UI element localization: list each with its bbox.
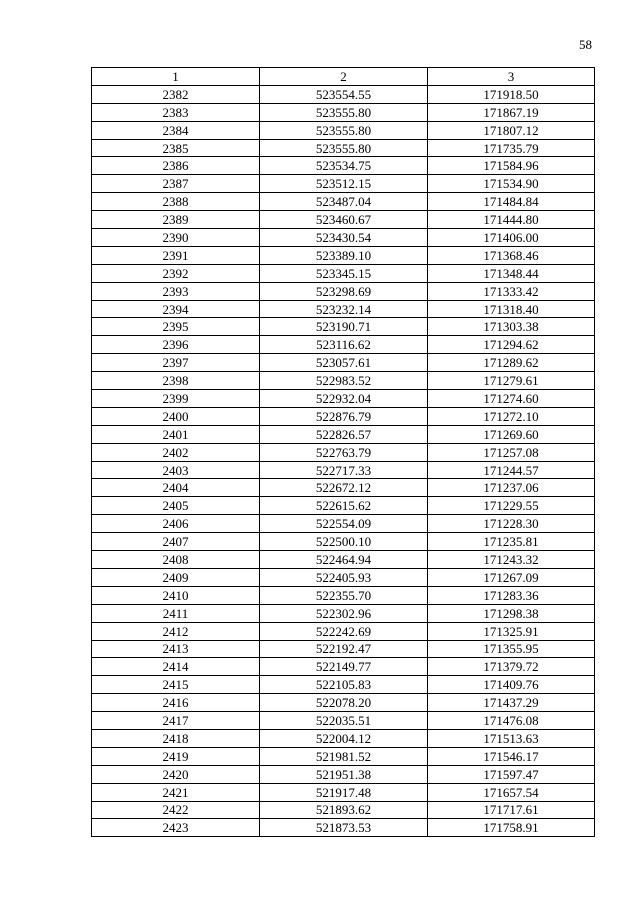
column-header: 3 bbox=[428, 68, 595, 86]
point-number-cell: 2412 bbox=[92, 622, 260, 640]
y-coordinate-cell: 171584.96 bbox=[428, 157, 595, 175]
table-header bbox=[92, 68, 595, 86]
y-coordinate-cell: 171444.80 bbox=[428, 211, 595, 229]
page-number: 58 bbox=[579, 37, 592, 52]
x-coordinate-cell: 522105.83 bbox=[260, 676, 428, 694]
y-coordinate-cell: 171279.61 bbox=[428, 372, 595, 390]
x-coordinate-cell: 522302.96 bbox=[260, 604, 428, 622]
table-row bbox=[92, 765, 595, 783]
table-row bbox=[92, 461, 595, 479]
table-row bbox=[92, 407, 595, 425]
x-coordinate-cell: 522405.93 bbox=[260, 568, 428, 586]
x-coordinate-cell: 522763.79 bbox=[260, 443, 428, 461]
x-coordinate-cell: 523555.80 bbox=[260, 139, 428, 157]
table-row bbox=[92, 801, 595, 819]
x-coordinate-cell: 522192.47 bbox=[260, 640, 428, 658]
table-row bbox=[92, 729, 595, 747]
point-number-cell: 2406 bbox=[92, 515, 260, 533]
point-number-cell: 2401 bbox=[92, 425, 260, 443]
y-coordinate-cell: 171534.90 bbox=[428, 175, 595, 193]
x-coordinate-cell: 523534.75 bbox=[260, 157, 428, 175]
y-coordinate-cell: 171597.47 bbox=[428, 765, 595, 783]
point-number-cell: 2409 bbox=[92, 568, 260, 586]
point-number-cell: 2391 bbox=[92, 246, 260, 264]
table-row bbox=[92, 586, 595, 604]
point-number-cell: 2388 bbox=[92, 193, 260, 211]
x-coordinate-cell: 523057.61 bbox=[260, 354, 428, 372]
point-number-cell: 2384 bbox=[92, 121, 260, 139]
point-number-cell: 2394 bbox=[92, 300, 260, 318]
point-number-cell: 2414 bbox=[92, 658, 260, 676]
table-row bbox=[92, 85, 595, 103]
y-coordinate-cell: 171229.55 bbox=[428, 497, 595, 515]
table-row bbox=[92, 372, 595, 390]
point-number-cell: 2413 bbox=[92, 640, 260, 658]
x-coordinate-cell: 522500.10 bbox=[260, 533, 428, 551]
x-coordinate-cell: 521873.53 bbox=[260, 819, 428, 837]
point-number-cell: 2408 bbox=[92, 551, 260, 569]
y-coordinate-cell: 171717.61 bbox=[428, 801, 595, 819]
x-coordinate-cell: 523430.54 bbox=[260, 229, 428, 247]
table-row bbox=[92, 193, 595, 211]
table-row bbox=[92, 157, 595, 175]
x-coordinate-cell: 522554.09 bbox=[260, 515, 428, 533]
table-row bbox=[92, 640, 595, 658]
table-row bbox=[92, 604, 595, 622]
x-coordinate-cell: 523232.14 bbox=[260, 300, 428, 318]
table-row bbox=[92, 747, 595, 765]
x-coordinate-cell: 523555.80 bbox=[260, 121, 428, 139]
x-coordinate-cell: 521917.48 bbox=[260, 783, 428, 801]
table-row bbox=[92, 282, 595, 300]
y-coordinate-cell: 171918.50 bbox=[428, 85, 595, 103]
y-coordinate-cell: 171476.08 bbox=[428, 712, 595, 730]
table-row bbox=[92, 819, 595, 837]
x-coordinate-cell: 522932.04 bbox=[260, 390, 428, 408]
y-coordinate-cell: 171368.46 bbox=[428, 246, 595, 264]
y-coordinate-cell: 171546.17 bbox=[428, 747, 595, 765]
x-coordinate-cell: 523555.80 bbox=[260, 103, 428, 121]
y-coordinate-cell: 171283.36 bbox=[428, 586, 595, 604]
point-number-cell: 2400 bbox=[92, 407, 260, 425]
y-coordinate-cell: 171257.08 bbox=[428, 443, 595, 461]
point-number-cell: 2420 bbox=[92, 765, 260, 783]
table-row bbox=[92, 533, 595, 551]
table-row bbox=[92, 211, 595, 229]
point-number-cell: 2397 bbox=[92, 354, 260, 372]
point-number-cell: 2407 bbox=[92, 533, 260, 551]
point-number-cell: 2395 bbox=[92, 318, 260, 336]
point-number-cell: 2418 bbox=[92, 729, 260, 747]
y-coordinate-cell: 171409.76 bbox=[428, 676, 595, 694]
point-number-cell: 2416 bbox=[92, 694, 260, 712]
table-row bbox=[92, 783, 595, 801]
table-row bbox=[92, 479, 595, 497]
y-coordinate-cell: 171758.91 bbox=[428, 819, 595, 837]
point-number-cell: 2422 bbox=[92, 801, 260, 819]
y-coordinate-cell: 171437.29 bbox=[428, 694, 595, 712]
coordinates-table bbox=[91, 67, 595, 837]
table-row bbox=[92, 515, 595, 533]
y-coordinate-cell: 171235.81 bbox=[428, 533, 595, 551]
y-coordinate-cell: 171484.84 bbox=[428, 193, 595, 211]
table-row bbox=[92, 658, 595, 676]
x-coordinate-cell: 522242.69 bbox=[260, 622, 428, 640]
point-number-cell: 2421 bbox=[92, 783, 260, 801]
y-coordinate-cell: 171244.57 bbox=[428, 461, 595, 479]
point-number-cell: 2396 bbox=[92, 336, 260, 354]
table-row bbox=[92, 139, 595, 157]
y-coordinate-cell: 171355.95 bbox=[428, 640, 595, 658]
x-coordinate-cell: 522149.77 bbox=[260, 658, 428, 676]
y-coordinate-cell: 171379.72 bbox=[428, 658, 595, 676]
table-row bbox=[92, 568, 595, 586]
table-row bbox=[92, 264, 595, 282]
x-coordinate-cell: 522717.33 bbox=[260, 461, 428, 479]
table-row bbox=[92, 103, 595, 121]
y-coordinate-cell: 171807.12 bbox=[428, 121, 595, 139]
column-header: 1 bbox=[92, 68, 260, 86]
table-row bbox=[92, 712, 595, 730]
x-coordinate-cell: 523116.62 bbox=[260, 336, 428, 354]
point-number-cell: 2389 bbox=[92, 211, 260, 229]
point-number-cell: 2393 bbox=[92, 282, 260, 300]
y-coordinate-cell: 171867.19 bbox=[428, 103, 595, 121]
table-row bbox=[92, 622, 595, 640]
x-coordinate-cell: 523345.15 bbox=[260, 264, 428, 282]
x-coordinate-cell: 523460.67 bbox=[260, 211, 428, 229]
x-coordinate-cell: 523298.69 bbox=[260, 282, 428, 300]
y-coordinate-cell: 171325.91 bbox=[428, 622, 595, 640]
y-coordinate-cell: 171513.63 bbox=[428, 729, 595, 747]
table-row bbox=[92, 390, 595, 408]
x-coordinate-cell: 522035.51 bbox=[260, 712, 428, 730]
x-coordinate-cell: 523389.10 bbox=[260, 246, 428, 264]
table-row bbox=[92, 318, 595, 336]
table-row bbox=[92, 121, 595, 139]
x-coordinate-cell: 523554.55 bbox=[260, 85, 428, 103]
y-coordinate-cell: 171228.30 bbox=[428, 515, 595, 533]
x-coordinate-cell: 523190.71 bbox=[260, 318, 428, 336]
point-number-cell: 2419 bbox=[92, 747, 260, 765]
y-coordinate-cell: 171303.38 bbox=[428, 318, 595, 336]
y-coordinate-cell: 171289.62 bbox=[428, 354, 595, 372]
header-row bbox=[92, 68, 595, 86]
x-coordinate-cell: 522355.70 bbox=[260, 586, 428, 604]
point-number-cell: 2423 bbox=[92, 819, 260, 837]
point-number-cell: 2392 bbox=[92, 264, 260, 282]
table-row bbox=[92, 229, 595, 247]
table-row bbox=[92, 551, 595, 569]
point-number-cell: 2404 bbox=[92, 479, 260, 497]
x-coordinate-cell: 521951.38 bbox=[260, 765, 428, 783]
x-coordinate-cell: 521893.62 bbox=[260, 801, 428, 819]
x-coordinate-cell: 523512.15 bbox=[260, 175, 428, 193]
point-number-cell: 2410 bbox=[92, 586, 260, 604]
x-coordinate-cell: 522615.62 bbox=[260, 497, 428, 515]
y-coordinate-cell: 171318.40 bbox=[428, 300, 595, 318]
point-number-cell: 2390 bbox=[92, 229, 260, 247]
x-coordinate-cell: 522004.12 bbox=[260, 729, 428, 747]
table-body bbox=[92, 85, 595, 836]
y-coordinate-cell: 171348.44 bbox=[428, 264, 595, 282]
table-row bbox=[92, 246, 595, 264]
y-coordinate-cell: 171294.62 bbox=[428, 336, 595, 354]
x-coordinate-cell: 522876.79 bbox=[260, 407, 428, 425]
point-number-cell: 2403 bbox=[92, 461, 260, 479]
point-number-cell: 2415 bbox=[92, 676, 260, 694]
point-number-cell: 2383 bbox=[92, 103, 260, 121]
x-coordinate-cell: 522826.57 bbox=[260, 425, 428, 443]
x-coordinate-cell: 522464.94 bbox=[260, 551, 428, 569]
point-number-cell: 2417 bbox=[92, 712, 260, 730]
point-number-cell: 2411 bbox=[92, 604, 260, 622]
x-coordinate-cell: 522078.20 bbox=[260, 694, 428, 712]
point-number-cell: 2387 bbox=[92, 175, 260, 193]
y-coordinate-cell: 171274.60 bbox=[428, 390, 595, 408]
y-coordinate-cell: 171298.38 bbox=[428, 604, 595, 622]
table-row bbox=[92, 300, 595, 318]
point-number-cell: 2399 bbox=[92, 390, 260, 408]
y-coordinate-cell: 171406.00 bbox=[428, 229, 595, 247]
x-coordinate-cell: 522983.52 bbox=[260, 372, 428, 390]
point-number-cell: 2385 bbox=[92, 139, 260, 157]
table-row bbox=[92, 676, 595, 694]
column-header: 2 bbox=[260, 68, 428, 86]
y-coordinate-cell: 171267.09 bbox=[428, 568, 595, 586]
point-number-cell: 2382 bbox=[92, 85, 260, 103]
table-row bbox=[92, 336, 595, 354]
x-coordinate-cell: 522672.12 bbox=[260, 479, 428, 497]
table-row bbox=[92, 443, 595, 461]
y-coordinate-cell: 171735.79 bbox=[428, 139, 595, 157]
x-coordinate-cell: 523487.04 bbox=[260, 193, 428, 211]
y-coordinate-cell: 171269.60 bbox=[428, 425, 595, 443]
table-row bbox=[92, 354, 595, 372]
x-coordinate-cell: 521981.52 bbox=[260, 747, 428, 765]
y-coordinate-cell: 171243.32 bbox=[428, 551, 595, 569]
y-coordinate-cell: 171333.42 bbox=[428, 282, 595, 300]
y-coordinate-cell: 171237.06 bbox=[428, 479, 595, 497]
point-number-cell: 2405 bbox=[92, 497, 260, 515]
table-row bbox=[92, 497, 595, 515]
point-number-cell: 2402 bbox=[92, 443, 260, 461]
table-row bbox=[92, 175, 595, 193]
table-row bbox=[92, 425, 595, 443]
point-number-cell: 2386 bbox=[92, 157, 260, 175]
table-row bbox=[92, 694, 595, 712]
point-number-cell: 2398 bbox=[92, 372, 260, 390]
y-coordinate-cell: 171272.10 bbox=[428, 407, 595, 425]
y-coordinate-cell: 171657.54 bbox=[428, 783, 595, 801]
